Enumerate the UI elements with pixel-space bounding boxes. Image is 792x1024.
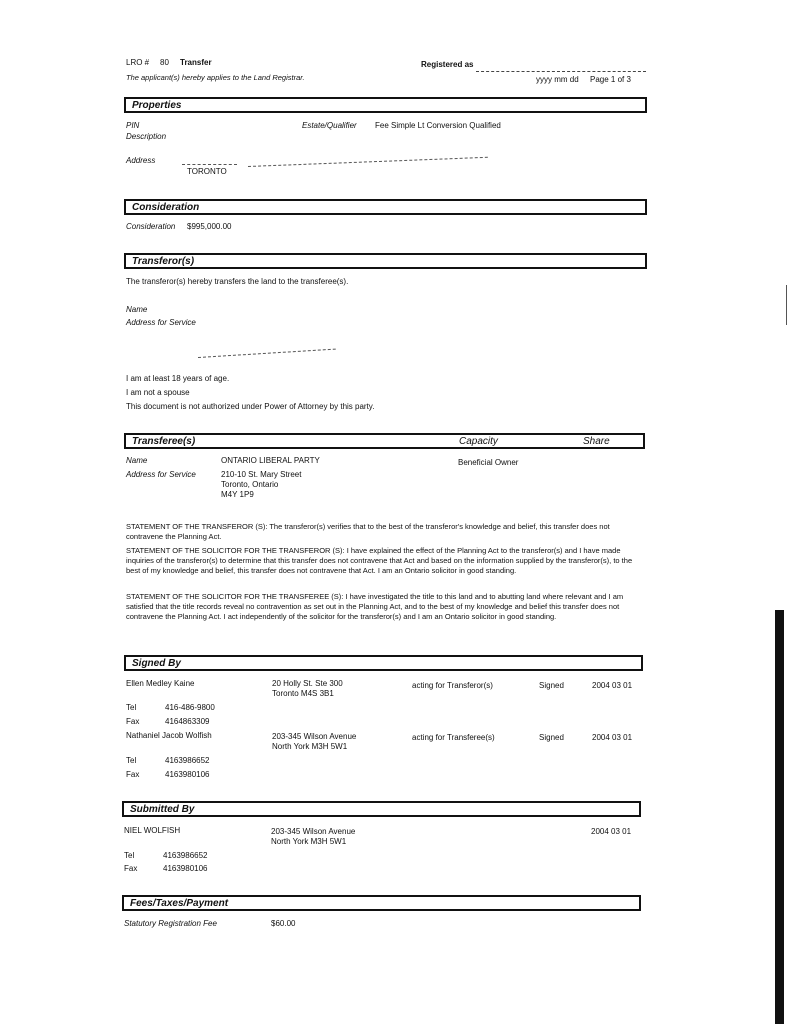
fees-title: Fees/Taxes/Payment bbox=[130, 898, 229, 909]
description-label: Description bbox=[126, 132, 167, 141]
transferor-statement: The transferor(s) hereby transfers the land to the transferee(s). bbox=[126, 277, 349, 286]
date-format-label: yyyy mm dd bbox=[536, 75, 579, 84]
transferee-title: Transferee(s) bbox=[132, 436, 196, 447]
submitter-fax-label: Fax bbox=[124, 864, 138, 873]
transferor-address-label: Address for Service bbox=[126, 318, 196, 327]
redaction-line bbox=[198, 349, 336, 358]
signer-fax-label: Fax bbox=[126, 770, 140, 779]
signer-date: 2004 03 01 bbox=[592, 733, 633, 742]
solicitor-transferee-statement: STATEMENT OF THE SOLICITOR FOR THE TRANSFEREE (S): I have investigated the title to this land and to abutting land where relevant and I am satisfied that the title records reveal no contravention as set out in the Planning Act, and to the best of my knowledge and belief this transfer does not contravene the Planning Act. I act independently of the solicitor for the transferor(s) and I am an Ontario solicitor in good standing. bbox=[126, 592, 624, 621]
transferor-title: Transferor(s) bbox=[132, 256, 195, 267]
properties-title: Properties bbox=[132, 100, 182, 111]
transferor-name-label: Name bbox=[126, 305, 148, 314]
lro-number: 80 bbox=[160, 58, 169, 67]
scan-edge-shadow bbox=[775, 610, 784, 1024]
transferee-address-label: Address for Service bbox=[126, 470, 196, 479]
signer-signed-label: Signed bbox=[539, 681, 564, 690]
submitter-address-line1: 203-345 Wilson Avenue bbox=[271, 827, 356, 836]
registration-fee-label: Statutory Registration Fee bbox=[124, 919, 217, 928]
fees-section-header bbox=[122, 895, 641, 911]
transferor-section-header bbox=[124, 253, 647, 269]
share-column-header: Share bbox=[583, 436, 610, 447]
transferee-address-line3: M4Y 1P9 bbox=[221, 490, 254, 499]
signer-tel-label: Tel bbox=[126, 756, 137, 765]
signer-date: 2004 03 01 bbox=[592, 681, 633, 690]
scan-edge-mark bbox=[786, 285, 787, 325]
submitter-tel-label: Tel bbox=[124, 851, 135, 860]
signer-signed-label: Signed bbox=[539, 733, 564, 742]
signer-fax: 4164863309 bbox=[165, 717, 210, 726]
signed-by-section-header bbox=[124, 655, 643, 671]
signed-by-title: Signed By bbox=[132, 658, 181, 669]
transferee-address-line1: 210-10 St. Mary Street bbox=[221, 470, 302, 479]
submitter-address-line2: North York M3H 5W1 bbox=[271, 837, 347, 846]
spouse-statement: I am not a spouse bbox=[126, 388, 190, 397]
signer-address-line1: 203-345 Wilson Avenue bbox=[272, 732, 357, 741]
transferee-address-line2: Toronto, Ontario bbox=[221, 480, 279, 489]
properties-section-header bbox=[124, 97, 647, 113]
solicitor-transferor-statement: STATEMENT OF THE SOLICITOR FOR THE TRANSFEROR (S): I have explained the effect of the Planning Act to the transferor(s) and I have made inquiries of the transferor(s) to determine that this transfer does not contravene that Act and based on the information supplied by the transferor(s), to the best of my knowledge and belief, this transfer does not contravene that Act. I am an Ontario solicitor in good standing. bbox=[126, 546, 633, 575]
transferor-planning-act-statement: STATEMENT OF THE TRANSFEROR (S): The transferor(s) verifies that to the best of the transferor's knowledge and belief, this transfer does not contravene the Planning Act. bbox=[126, 522, 610, 541]
power-of-attorney-statement: This document is not authorized under Power of Attorney by this party. bbox=[126, 402, 375, 411]
registration-blank-line bbox=[476, 71, 646, 72]
transferee-section-header bbox=[124, 433, 645, 449]
signer-fax-label: Fax bbox=[126, 717, 140, 726]
address-label: Address bbox=[126, 156, 156, 165]
submitter-name: NIEL WOLFISH bbox=[124, 826, 181, 835]
transferee-name-label: Name bbox=[126, 456, 148, 465]
capacity-column-header: Capacity bbox=[459, 436, 498, 447]
redaction-line bbox=[182, 164, 237, 165]
signer-acting-for: acting for Transferor(s) bbox=[412, 681, 493, 690]
estate-qualifier-label: Estate/Qualifier bbox=[302, 121, 357, 130]
signer-name: Ellen Medley Kaine bbox=[126, 679, 195, 688]
consideration-label: Consideration bbox=[126, 222, 176, 231]
transferee-capacity: Beneficial Owner bbox=[458, 458, 519, 467]
applicant-statement: The applicant(s) hereby applies to the Land Registrar. bbox=[126, 73, 305, 82]
signer-tel: 416-486-9800 bbox=[165, 703, 215, 712]
age-statement: I am at least 18 years of age. bbox=[126, 374, 230, 383]
signer-tel: 4163986652 bbox=[165, 756, 210, 765]
signer-address-line1: 20 Holly St. Ste 300 bbox=[272, 679, 343, 688]
redaction-line bbox=[248, 157, 488, 167]
document-type: Transfer bbox=[180, 58, 212, 67]
submitter-fax: 4163980106 bbox=[163, 864, 208, 873]
signer-fax: 4163980106 bbox=[165, 770, 210, 779]
submitter-date: 2004 03 01 bbox=[591, 827, 632, 836]
consideration-value: $995,000.00 bbox=[187, 222, 232, 231]
consideration-title: Consideration bbox=[132, 202, 200, 213]
address-value: TORONTO bbox=[187, 167, 227, 176]
signer-address-line2: North York M3H 5W1 bbox=[272, 742, 348, 751]
signer-tel-label: Tel bbox=[126, 703, 137, 712]
submitted-by-title: Submitted By bbox=[130, 804, 195, 815]
registration-fee-value: $60.00 bbox=[271, 919, 296, 928]
page-number: Page 1 of 3 bbox=[590, 75, 631, 84]
consideration-section-header bbox=[124, 199, 647, 215]
registered-as-label: Registered as bbox=[421, 60, 474, 69]
estate-qualifier-value: Fee Simple Lt Conversion Qualified bbox=[375, 121, 501, 130]
submitter-tel: 4163986652 bbox=[163, 851, 208, 860]
signer-acting-for: acting for Transferee(s) bbox=[412, 733, 495, 742]
transferee-name: ONTARIO LIBERAL PARTY bbox=[221, 456, 320, 465]
lro-label: LRO # bbox=[126, 58, 150, 67]
signer-address-line2: Toronto M4S 3B1 bbox=[272, 689, 334, 698]
submitted-by-section-header bbox=[122, 801, 641, 817]
signer-name: Nathaniel Jacob Wolfish bbox=[126, 731, 212, 740]
pin-label: PIN bbox=[126, 121, 140, 130]
